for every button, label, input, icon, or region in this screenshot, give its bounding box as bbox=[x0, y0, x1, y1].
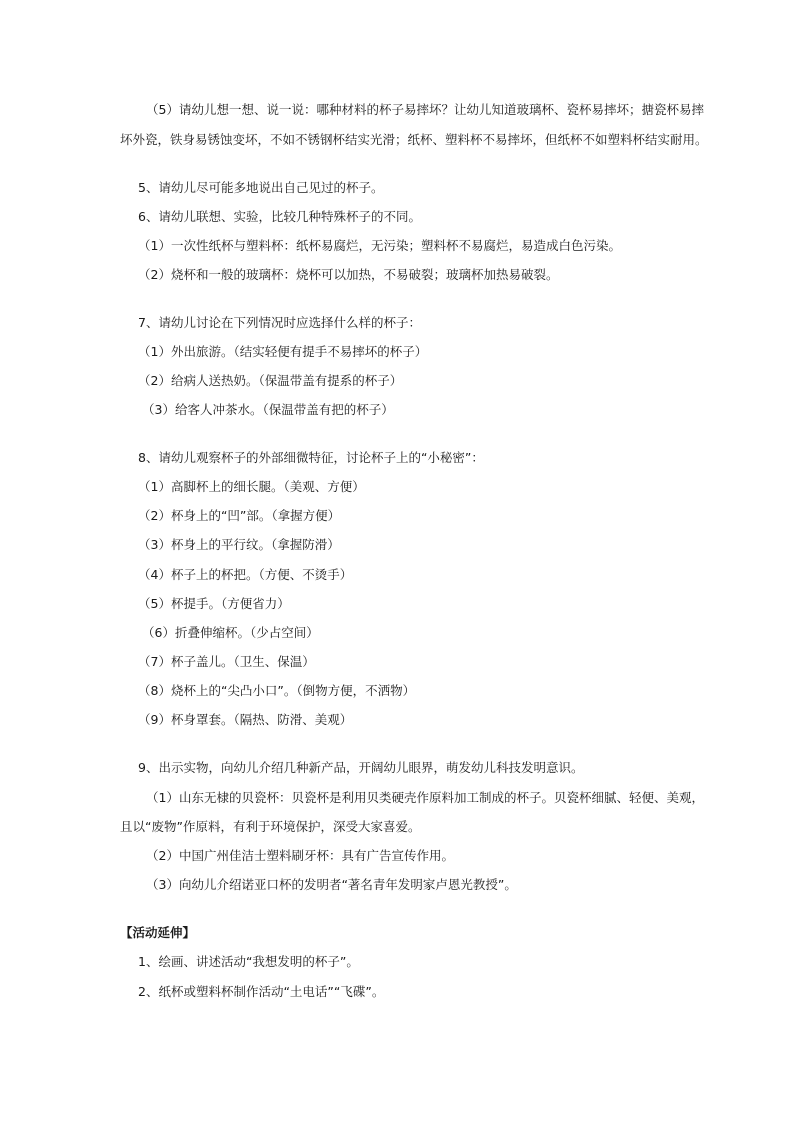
text-line: （2）给病人送热奶。（保温带盖有提系的杯子） bbox=[138, 373, 403, 388]
text-line: （2）杯身上的“凹”部。（拿握方便） bbox=[138, 508, 341, 523]
text-line: 7、请幼儿讨论在下列情况时应选择什么样的杯子： bbox=[138, 315, 421, 330]
text-line: （1）高脚杯上的细长腿。（美观、方便） bbox=[138, 479, 365, 494]
text-line: （1）山东无棣的贝瓷杯：贝瓷杯是利用贝类硬壳作原料加工制成的杯子。贝瓷杯细腻、轻便、美观， bbox=[146, 790, 704, 805]
text-line: 且以“废物”作原料，有利于环境保护，深受大家喜爱。 bbox=[120, 819, 421, 834]
text-line: （3）杯身上的平行纹。（拿握防滑） bbox=[138, 537, 340, 552]
text-line: （8）烧杯上的“尖凸小口”。（倒物方便，不洒物） bbox=[138, 683, 416, 698]
text-line: （5）杯提手。（方便省力） bbox=[138, 596, 290, 611]
text-line: 1、绘画、讲述活动“我想发明的杯子”。 bbox=[138, 954, 359, 969]
text-line: 8、请幼儿观察杯子的外部细微特征，讨论杯子上的“小秘密”： bbox=[138, 450, 484, 465]
text-line: （6）折叠伸缩杯。（少占空间） bbox=[142, 625, 319, 640]
text-line: （5）请幼儿想一想、说一说：哪种材料的杯子易摔坏？让幼儿知道玻璃杯、瓷杯易摔坏；搪瓷杯易摔 bbox=[146, 102, 704, 117]
text-line: （3）给客人冲茶水。（保温带盖有把的杯子） bbox=[142, 402, 394, 417]
text-line: （4）杯子上的杯把。（方便、不烫手） bbox=[138, 567, 353, 582]
text-line: （9）杯身罩套。（隔热、防滑、美观） bbox=[138, 712, 353, 727]
text-line: （1）一次性纸杯与塑料杯：纸杯易腐烂，无污染；塑料杯不易腐烂，易造成白色污染。 bbox=[138, 238, 621, 253]
text-line: 5、请幼儿尽可能多地说出自己见过的杯子。 bbox=[138, 180, 384, 195]
text-line: （2）烧杯和一般的玻璃杯：烧杯可以加热，不易破裂；玻璃杯加热易破裂。 bbox=[138, 267, 559, 282]
text-line: 坏外瓷，铁身易锈蚀变坏，不如不锈钢杯结实光滑；纸杯、塑料杯不易摔坏，但纸杯不如塑料杯结实耐用。 bbox=[120, 132, 708, 147]
text-line: （1）外出旅游。（结实轻便有提手不易摔坏的杯子） bbox=[138, 344, 428, 359]
text-line: 6、请幼儿联想、实验，比较几种特殊杯子的不同。 bbox=[138, 209, 421, 224]
text-line: （2）中国广州佳洁士塑料刷牙杯：具有广告宣传作用。 bbox=[146, 848, 454, 863]
text-line: （7）杯子盖儿。（卫生、保温） bbox=[138, 654, 315, 669]
section-heading: 【活动延伸】 bbox=[120, 925, 196, 940]
text-line: 2、纸杯或塑料杯制作活动“土电话”“飞碟”。 bbox=[138, 984, 385, 999]
text-line: 9、出示实物，向幼儿介绍几种新产品，开阔幼儿眼界，萌发幼儿科技发明意识。 bbox=[138, 760, 584, 775]
text-line: （3）向幼儿介绍诺亚口杯的发明者“著名青年发明家卢恩光教授”。 bbox=[146, 877, 517, 892]
